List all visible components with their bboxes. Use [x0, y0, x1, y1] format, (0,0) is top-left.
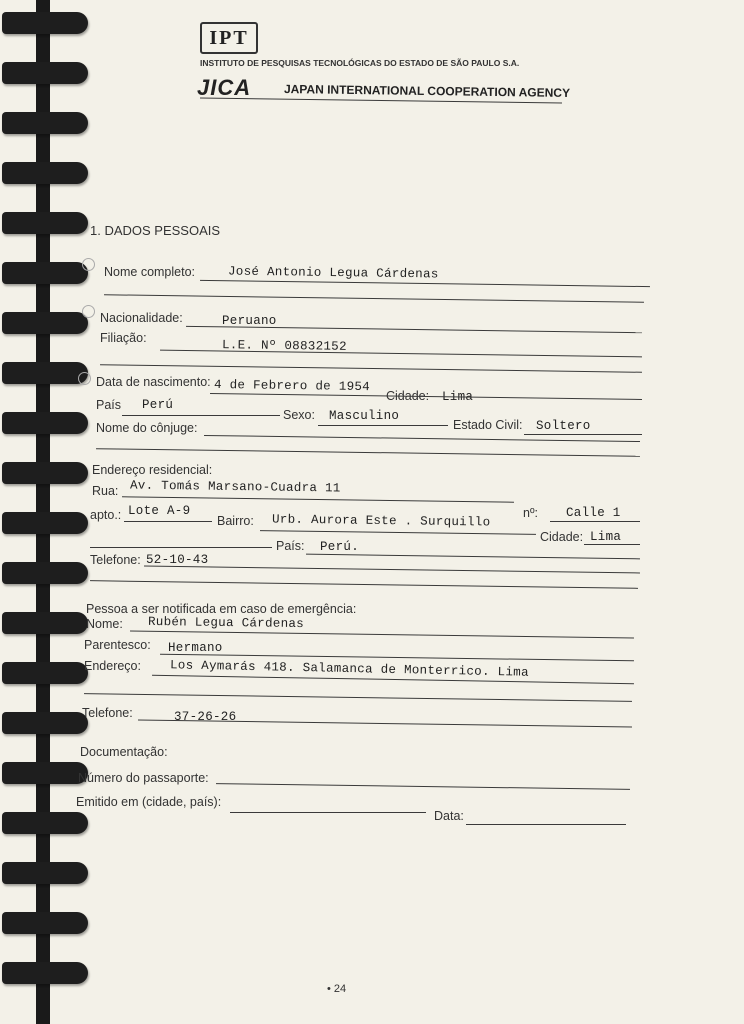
section-title: 1. DADOS PESSOAIS — [90, 223, 221, 238]
nome-completo-value: José Antonio Legua Cárdenas — [227, 264, 439, 282]
nome-completo-label: Nome completo: — [104, 265, 196, 279]
data-line — [466, 824, 626, 825]
parentesco-label: Parentesco: — [84, 638, 151, 652]
ipt-name: INSTITUTO DE PESQUISAS TECNOLÓGICAS DO ESTADO DE SÃO PAULO S.A. — [200, 58, 520, 68]
emitido-line — [230, 812, 426, 813]
binding-ring — [2, 212, 88, 234]
emergency-nome-value: Rubén Legua Cárdenas — [147, 614, 305, 632]
binding-ring — [2, 962, 88, 984]
apto-line — [124, 521, 212, 522]
binding-ring — [2, 162, 88, 184]
emergency-endereco-value: Los Aymarás 418. Salamanca de Monterrico. Lima — [169, 658, 529, 680]
rua-label: Rua: — [92, 484, 119, 498]
binding-ring — [2, 712, 88, 734]
binding-ring — [2, 12, 88, 34]
conjuge-line — [204, 435, 640, 442]
address-pais-line — [306, 554, 640, 560]
bairro-value: Urb. Aurora Este . Surquillo — [271, 512, 491, 530]
binding-ring — [2, 912, 88, 934]
passaporte-line — [216, 783, 630, 790]
nascimento-cidade-value: Lima — [442, 390, 474, 404]
binding-ring — [2, 762, 88, 784]
data-label: Data: — [434, 809, 464, 823]
page-number: • 24 — [327, 983, 347, 995]
parentesco-value: Hermano — [168, 641, 223, 655]
binding-ring — [2, 562, 88, 584]
hole-mark — [82, 305, 95, 318]
apto-label: apto.: — [90, 508, 122, 522]
binding-ring — [2, 812, 88, 834]
ipt-logo: IPT — [200, 22, 258, 54]
binding-ring — [2, 112, 88, 134]
rua-line — [122, 496, 514, 502]
apto-value: Lote A-9 — [128, 504, 191, 518]
binding-ring — [2, 612, 88, 634]
nacionalidade-value: Peruano — [222, 314, 277, 328]
binding-ring — [2, 312, 88, 334]
binding-ring — [2, 362, 88, 384]
bairro-line — [260, 530, 536, 535]
binding-ring — [2, 62, 88, 84]
binding-ring — [2, 262, 88, 284]
documentacao-heading: Documentação: — [80, 745, 168, 759]
passaporte-label: Número do passaporte: — [78, 771, 209, 785]
bairro-label: Bairro: — [217, 514, 254, 528]
emergency-nome-label: Nome: — [86, 617, 123, 631]
address-telefone-value: 52-10-43 — [146, 553, 209, 567]
address-cidade-value: Lima — [590, 530, 622, 544]
address-pais-value: Perú. — [320, 540, 360, 554]
page-number-value: 24 — [333, 983, 347, 995]
jica-name: JAPAN INTERNATIONAL COOPERATION AGENCY — [283, 82, 571, 100]
address-line-5 — [90, 580, 638, 589]
nascimento-cidade-label: Cidade: — [386, 389, 430, 403]
filiacao-line — [160, 350, 642, 358]
filiacao-label: Filiação: — [100, 331, 147, 345]
emergency-telefone-value: 37-26-26 — [174, 710, 237, 724]
emergency-endereco-label: Endereço: — [84, 659, 141, 673]
emergency-endereco-line-2 — [84, 693, 632, 702]
hole-mark — [82, 258, 95, 271]
show-through-text — [310, 290, 314, 307]
binding-ring — [2, 662, 88, 684]
numero-line — [550, 521, 640, 522]
filiacao-line-2 — [100, 364, 642, 373]
sexo-label: Sexo: — [283, 408, 315, 422]
estado-civil-line — [524, 434, 642, 435]
binding-ring — [2, 462, 88, 484]
sexo-value: Masculino — [329, 409, 400, 423]
endereco-heading: Endereço residencial: — [92, 463, 213, 477]
address-telefone-label: Telefone: — [90, 553, 141, 567]
rua-value: Av. Tomás Marsano-Cuadra 11 — [129, 478, 341, 496]
address-line-3 — [90, 547, 272, 548]
emergency-nome-line — [130, 630, 634, 638]
numero-value: Calle 1 — [566, 506, 621, 520]
spiral-binding — [0, 0, 92, 1024]
emergency-heading: Pessoa a ser notificada em caso de emergência: — [86, 602, 357, 616]
address-pais-label: País: — [276, 539, 305, 553]
estado-civil-value: Soltero — [536, 419, 591, 433]
binding-ring — [2, 512, 88, 534]
conjuge-label: Nome do cônjuge: — [96, 421, 198, 435]
numero-label: nº: — [523, 506, 538, 520]
pais-value: Perú — [142, 398, 174, 412]
emergency-telefone-label: Telefone: — [82, 706, 133, 720]
pais-line — [122, 415, 280, 416]
emitido-label: Emitido em (cidade, país): — [76, 795, 222, 809]
nome-completo-line-2 — [104, 294, 644, 303]
nascimento-value: 4 de Febrero de 1954 — [213, 377, 371, 395]
address-cidade-line — [584, 544, 640, 545]
nacionalidade-line — [186, 326, 642, 333]
address-cidade-label: Cidade: — [540, 530, 584, 544]
hole-mark — [78, 372, 91, 385]
binding-ring — [2, 412, 88, 434]
conjuge-line-2 — [96, 448, 640, 457]
pais-label: País — [96, 398, 122, 412]
address-telefone-line — [144, 566, 640, 574]
estado-civil-label: Estado Civil: — [453, 418, 523, 432]
filiacao-value: L.E. Nº 08832152 — [221, 338, 347, 354]
jica-logo: JICA — [197, 75, 252, 100]
sexo-line — [318, 425, 448, 426]
nascimento-label: Data de nascimento: — [96, 375, 211, 389]
binding-ring — [2, 862, 88, 884]
nacionalidade-label: Nacionalidade: — [100, 311, 183, 325]
